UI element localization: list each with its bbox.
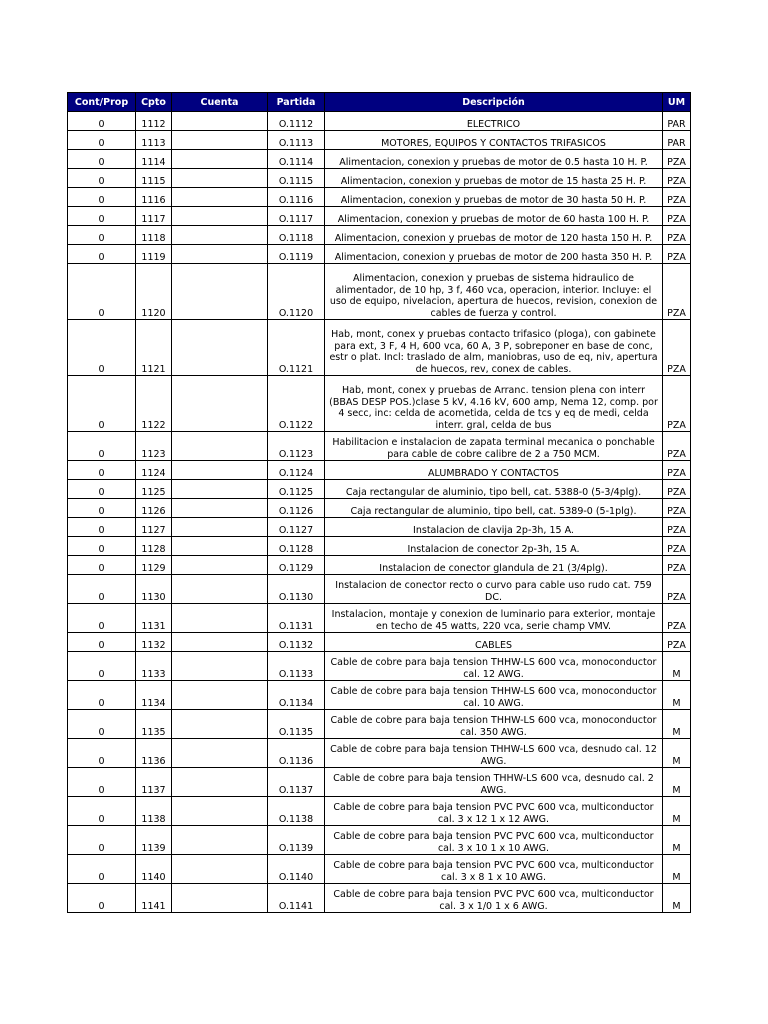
table-row <box>68 652 691 681</box>
cell-cpto: 1125 <box>136 480 172 499</box>
cell-cpto: 1127 <box>136 518 172 537</box>
cell-cuenta <box>172 556 268 575</box>
cell-descripcion: Alimentacion, conexion y pruebas de motor de 60 hasta 100 H. P. <box>325 207 663 226</box>
table-row <box>68 226 691 245</box>
cell-um: M <box>663 826 691 855</box>
cell-cuenta <box>172 884 268 913</box>
cell-cuenta <box>172 633 268 652</box>
table-row <box>68 884 691 913</box>
cell-cont-prop: 0 <box>68 826 136 855</box>
cell-um: M <box>663 768 691 797</box>
cell-partida: O.1133 <box>268 652 325 681</box>
cell-descripcion: Alimentacion, conexion y pruebas de motor de 200 hasta 350 H. P. <box>325 245 663 264</box>
table-row <box>68 518 691 537</box>
cell-partida: O.1116 <box>268 188 325 207</box>
table-row <box>68 150 691 169</box>
cell-cuenta <box>172 226 268 245</box>
cell-cont-prop: 0 <box>68 264 136 320</box>
cell-um: PZA <box>663 320 691 376</box>
cell-partida: O.1124 <box>268 461 325 480</box>
cell-cpto: 1140 <box>136 855 172 884</box>
cell-cpto: 1116 <box>136 188 172 207</box>
cell-cuenta <box>172 461 268 480</box>
cell-partida: O.1139 <box>268 826 325 855</box>
header-row <box>68 93 691 112</box>
cell-partida: O.1128 <box>268 537 325 556</box>
header-um: UM <box>663 93 691 112</box>
cell-cuenta <box>172 320 268 376</box>
cell-descripcion: ALUMBRADO Y CONTACTOS <box>325 461 663 480</box>
cell-partida: O.1125 <box>268 480 325 499</box>
header-cont-prop: Cont/Prop <box>68 93 136 112</box>
cell-cpto: 1119 <box>136 245 172 264</box>
cell-descripcion: Cable de cobre para baja tension THHW-LS 600 vca, monoconductor cal. 350 AWG. <box>325 710 663 739</box>
cell-cpto: 1128 <box>136 537 172 556</box>
cell-cuenta <box>172 112 268 131</box>
cell-cuenta <box>172 826 268 855</box>
cell-partida: O.1123 <box>268 432 325 461</box>
cell-cuenta <box>172 245 268 264</box>
cell-cont-prop: 0 <box>68 150 136 169</box>
cell-partida: O.1137 <box>268 768 325 797</box>
table-row <box>68 797 691 826</box>
cell-cuenta <box>172 652 268 681</box>
cell-cpto: 1126 <box>136 499 172 518</box>
cell-um: PZA <box>663 537 691 556</box>
cell-partida: O.1134 <box>268 681 325 710</box>
cell-descripcion: Cable de cobre para baja tension THHW-LS 600 vca, monoconductor cal. 12 AWG. <box>325 652 663 681</box>
cell-cpto: 1121 <box>136 320 172 376</box>
cell-cont-prop: 0 <box>68 499 136 518</box>
cell-cuenta <box>172 768 268 797</box>
cell-cpto: 1139 <box>136 826 172 855</box>
cell-cpto: 1124 <box>136 461 172 480</box>
cell-partida: O.1130 <box>268 575 325 604</box>
cell-cont-prop: 0 <box>68 633 136 652</box>
cell-cpto: 1117 <box>136 207 172 226</box>
cell-um: PZA <box>663 207 691 226</box>
cell-cpto: 1112 <box>136 112 172 131</box>
cell-um: PZA <box>663 150 691 169</box>
cell-cpto: 1120 <box>136 264 172 320</box>
cell-cuenta <box>172 432 268 461</box>
cell-descripcion: Cable de cobre para baja tension THHW-LS 600 vca, desnudo cal. 2 AWG. <box>325 768 663 797</box>
table-row <box>68 245 691 264</box>
cell-um: PZA <box>663 226 691 245</box>
cell-um: PZA <box>663 188 691 207</box>
items-table <box>67 92 691 913</box>
cell-cuenta <box>172 797 268 826</box>
header-partida: Partida <box>268 93 325 112</box>
cell-cuenta <box>172 739 268 768</box>
cell-cont-prop: 0 <box>68 681 136 710</box>
cell-cuenta <box>172 480 268 499</box>
cell-cpto: 1113 <box>136 131 172 150</box>
cell-partida: O.1114 <box>268 150 325 169</box>
cell-partida: O.1138 <box>268 797 325 826</box>
table-row <box>68 575 691 604</box>
cell-cont-prop: 0 <box>68 480 136 499</box>
cell-cpto: 1138 <box>136 797 172 826</box>
cell-um: M <box>663 681 691 710</box>
cell-um: M <box>663 884 691 913</box>
cell-descripcion: Cable de cobre para baja tension THHW-LS 600 vca, monoconductor cal. 10 AWG. <box>325 681 663 710</box>
cell-cuenta <box>172 264 268 320</box>
cell-cuenta <box>172 376 268 432</box>
cell-descripcion: MOTORES, EQUIPOS Y CONTACTOS TRIFASICOS <box>325 131 663 150</box>
cell-um: PZA <box>663 575 691 604</box>
cell-cpto: 1122 <box>136 376 172 432</box>
cell-cont-prop: 0 <box>68 432 136 461</box>
table-row <box>68 826 691 855</box>
header-cpto: Cpto <box>136 93 172 112</box>
cell-um: M <box>663 710 691 739</box>
cell-descripcion: Alimentacion, conexion y pruebas de sistema hidraulico de alimentador, de 10 hp, 3 f, 460 vca, operacion, interior. Incluye: el uso de equipo, nivelacion, apertura de huecos, revision, conexion de cables de fuerza y control. <box>325 264 663 320</box>
cell-cuenta <box>172 131 268 150</box>
cell-cont-prop: 0 <box>68 226 136 245</box>
table-row <box>68 604 691 633</box>
cell-cont-prop: 0 <box>68 768 136 797</box>
cell-cont-prop: 0 <box>68 537 136 556</box>
table-row <box>68 855 691 884</box>
cell-partida: O.1140 <box>268 855 325 884</box>
cell-partida: O.1126 <box>268 499 325 518</box>
cell-cont-prop: 0 <box>68 739 136 768</box>
table-row <box>68 710 691 739</box>
cell-cuenta <box>172 207 268 226</box>
cell-cuenta <box>172 499 268 518</box>
cell-descripcion: Alimentacion, conexion y pruebas de motor de 0.5 hasta 10 H. P. <box>325 150 663 169</box>
cell-um: PAR <box>663 131 691 150</box>
table-row <box>68 556 691 575</box>
table-row <box>68 499 691 518</box>
cell-cont-prop: 0 <box>68 604 136 633</box>
cell-partida: O.1131 <box>268 604 325 633</box>
cell-um: PZA <box>663 604 691 633</box>
cell-partida: O.1112 <box>268 112 325 131</box>
cell-descripcion: Cable de cobre para baja tension PVC PVC 600 vca, multiconductor cal. 3 x 10 1 x 10 AWG. <box>325 826 663 855</box>
header-descripcion: Descripción <box>325 93 663 112</box>
cell-cont-prop: 0 <box>68 112 136 131</box>
table-row <box>68 537 691 556</box>
cell-um: PAR <box>663 112 691 131</box>
cell-cont-prop: 0 <box>68 320 136 376</box>
cell-cuenta <box>172 537 268 556</box>
cell-descripcion: CABLES <box>325 633 663 652</box>
cell-cuenta <box>172 188 268 207</box>
table-row <box>68 264 691 320</box>
cell-descripcion: Hab, mont, conex y pruebas de Arranc. tension plena con interr (BBAS DESP POS.)clase 5 kV, 4.16 kV, 600 amp, Nema 12, comp. por 4 secc, inc: celda de acometida, celda de tcs y eq de medi, celda interr. gral, celda de bus <box>325 376 663 432</box>
cell-cpto: 1130 <box>136 575 172 604</box>
table-row <box>68 739 691 768</box>
cell-cont-prop: 0 <box>68 855 136 884</box>
cell-cpto: 1115 <box>136 169 172 188</box>
cell-descripcion: Cable de cobre para baja tension PVC PVC 600 vca, multiconductor cal. 3 x 12 1 x 12 AWG. <box>325 797 663 826</box>
cell-cont-prop: 0 <box>68 797 136 826</box>
cell-cuenta <box>172 575 268 604</box>
cell-um: PZA <box>663 169 691 188</box>
cell-descripcion: Instalacion de conector recto o curvo para cable uso rudo cat. 759 DC. <box>325 575 663 604</box>
cell-cpto: 1133 <box>136 652 172 681</box>
cell-descripcion: Cable de cobre para baja tension THHW-LS 600 vca, desnudo cal. 12 AWG. <box>325 739 663 768</box>
cell-um: PZA <box>663 633 691 652</box>
cell-cont-prop: 0 <box>68 188 136 207</box>
cell-cont-prop: 0 <box>68 131 136 150</box>
cell-um: PZA <box>663 376 691 432</box>
cell-cpto: 1137 <box>136 768 172 797</box>
cell-partida: O.1113 <box>268 131 325 150</box>
cell-partida: O.1127 <box>268 518 325 537</box>
cell-um: PZA <box>663 480 691 499</box>
cell-descripcion: Cable de cobre para baja tension PVC PVC 600 vca, multiconductor cal. 3 x 8 1 x 10 AWG. <box>325 855 663 884</box>
cell-um: PZA <box>663 556 691 575</box>
cell-partida: O.1117 <box>268 207 325 226</box>
cell-um: PZA <box>663 245 691 264</box>
cell-cuenta <box>172 855 268 884</box>
cell-partida: O.1122 <box>268 376 325 432</box>
cell-um: M <box>663 739 691 768</box>
cell-cuenta <box>172 710 268 739</box>
cell-partida: O.1121 <box>268 320 325 376</box>
cell-partida: O.1118 <box>268 226 325 245</box>
cell-partida: O.1115 <box>268 169 325 188</box>
cell-partida: O.1136 <box>268 739 325 768</box>
cell-descripcion: Alimentacion, conexion y pruebas de motor de 30 hasta 50 H. P. <box>325 188 663 207</box>
cell-um: PZA <box>663 264 691 320</box>
table-row <box>68 169 691 188</box>
cell-cpto: 1131 <box>136 604 172 633</box>
table-row <box>68 131 691 150</box>
cell-cont-prop: 0 <box>68 556 136 575</box>
cell-descripcion: ELECTRICO <box>325 112 663 131</box>
cell-um: PZA <box>663 461 691 480</box>
cell-partida: O.1120 <box>268 264 325 320</box>
cell-partida: O.1141 <box>268 884 325 913</box>
cell-descripcion: Alimentacion, conexion y pruebas de motor de 15 hasta 25 H. P. <box>325 169 663 188</box>
cell-um: M <box>663 797 691 826</box>
cell-cpto: 1132 <box>136 633 172 652</box>
cell-descripcion: Instalacion de clavija 2p-3h, 15 A. <box>325 518 663 537</box>
cell-cont-prop: 0 <box>68 461 136 480</box>
cell-partida: O.1135 <box>268 710 325 739</box>
cell-descripcion: Cable de cobre para baja tension PVC PVC 600 vca, multiconductor cal. 3 x 1/0 1 x 6 AWG. <box>325 884 663 913</box>
cell-um: PZA <box>663 518 691 537</box>
cell-um: PZA <box>663 499 691 518</box>
cell-cuenta <box>172 518 268 537</box>
cell-descripcion: Instalacion de conector glandula de 21 (3/4plg). <box>325 556 663 575</box>
cell-cont-prop: 0 <box>68 169 136 188</box>
cell-cont-prop: 0 <box>68 884 136 913</box>
cell-descripcion: Habilitacion e instalacion de zapata terminal mecanica o ponchable para cable de cobre calibre de 2 a 750 MCM. <box>325 432 663 461</box>
cell-partida: O.1132 <box>268 633 325 652</box>
cell-cont-prop: 0 <box>68 376 136 432</box>
cell-cont-prop: 0 <box>68 245 136 264</box>
cell-cont-prop: 0 <box>68 518 136 537</box>
table-row <box>68 461 691 480</box>
cell-um: PZA <box>663 432 691 461</box>
cell-descripcion: Instalacion de conector 2p-3h, 15 A. <box>325 537 663 556</box>
cell-cont-prop: 0 <box>68 207 136 226</box>
cell-descripcion: Caja rectangular de aluminio, tipo bell, cat. 5389-0 (5-1plg). <box>325 499 663 518</box>
table-row <box>68 480 691 499</box>
table-row <box>68 188 691 207</box>
cell-cuenta <box>172 681 268 710</box>
cell-cont-prop: 0 <box>68 710 136 739</box>
cell-cpto: 1114 <box>136 150 172 169</box>
table-row <box>68 376 691 432</box>
cell-descripcion: Hab, mont, conex y pruebas contacto trifasico (ploga), con gabinete para ext, 3 F, 4 H, 600 vca, 60 A, 3 P, sobreponer en base de conc, estr o plat. Incl: traslado de alm, maniobras, uso de eq, niv, apertura de huecos, rev, conex de cables. <box>325 320 663 376</box>
table-row <box>68 633 691 652</box>
table-body <box>68 112 691 913</box>
table-row <box>68 432 691 461</box>
header-cuenta: Cuenta <box>172 93 268 112</box>
cell-um: M <box>663 652 691 681</box>
cell-cpto: 1118 <box>136 226 172 245</box>
cell-cont-prop: 0 <box>68 575 136 604</box>
cell-cpto: 1136 <box>136 739 172 768</box>
cell-cpto: 1141 <box>136 884 172 913</box>
cell-cpto: 1129 <box>136 556 172 575</box>
cell-cuenta <box>172 169 268 188</box>
cell-um: M <box>663 855 691 884</box>
cell-partida: O.1119 <box>268 245 325 264</box>
cell-cuenta <box>172 150 268 169</box>
cell-descripcion: Caja rectangular de aluminio, tipo bell, cat. 5388-0 (5-3/4plg). <box>325 480 663 499</box>
table-row <box>68 112 691 131</box>
table-row <box>68 207 691 226</box>
cell-cuenta <box>172 604 268 633</box>
table-row <box>68 320 691 376</box>
table-row <box>68 681 691 710</box>
cell-cpto: 1123 <box>136 432 172 461</box>
table-row <box>68 768 691 797</box>
cell-cont-prop: 0 <box>68 652 136 681</box>
cell-partida: O.1129 <box>268 556 325 575</box>
cell-descripcion: Instalacion, montaje y conexion de luminario para exterior, montaje en techo de 45 watts, 220 vca, serie champ VMV. <box>325 604 663 633</box>
cell-cpto: 1135 <box>136 710 172 739</box>
cell-cpto: 1134 <box>136 681 172 710</box>
cell-descripcion: Alimentacion, conexion y pruebas de motor de 120 hasta 150 H. P. <box>325 226 663 245</box>
